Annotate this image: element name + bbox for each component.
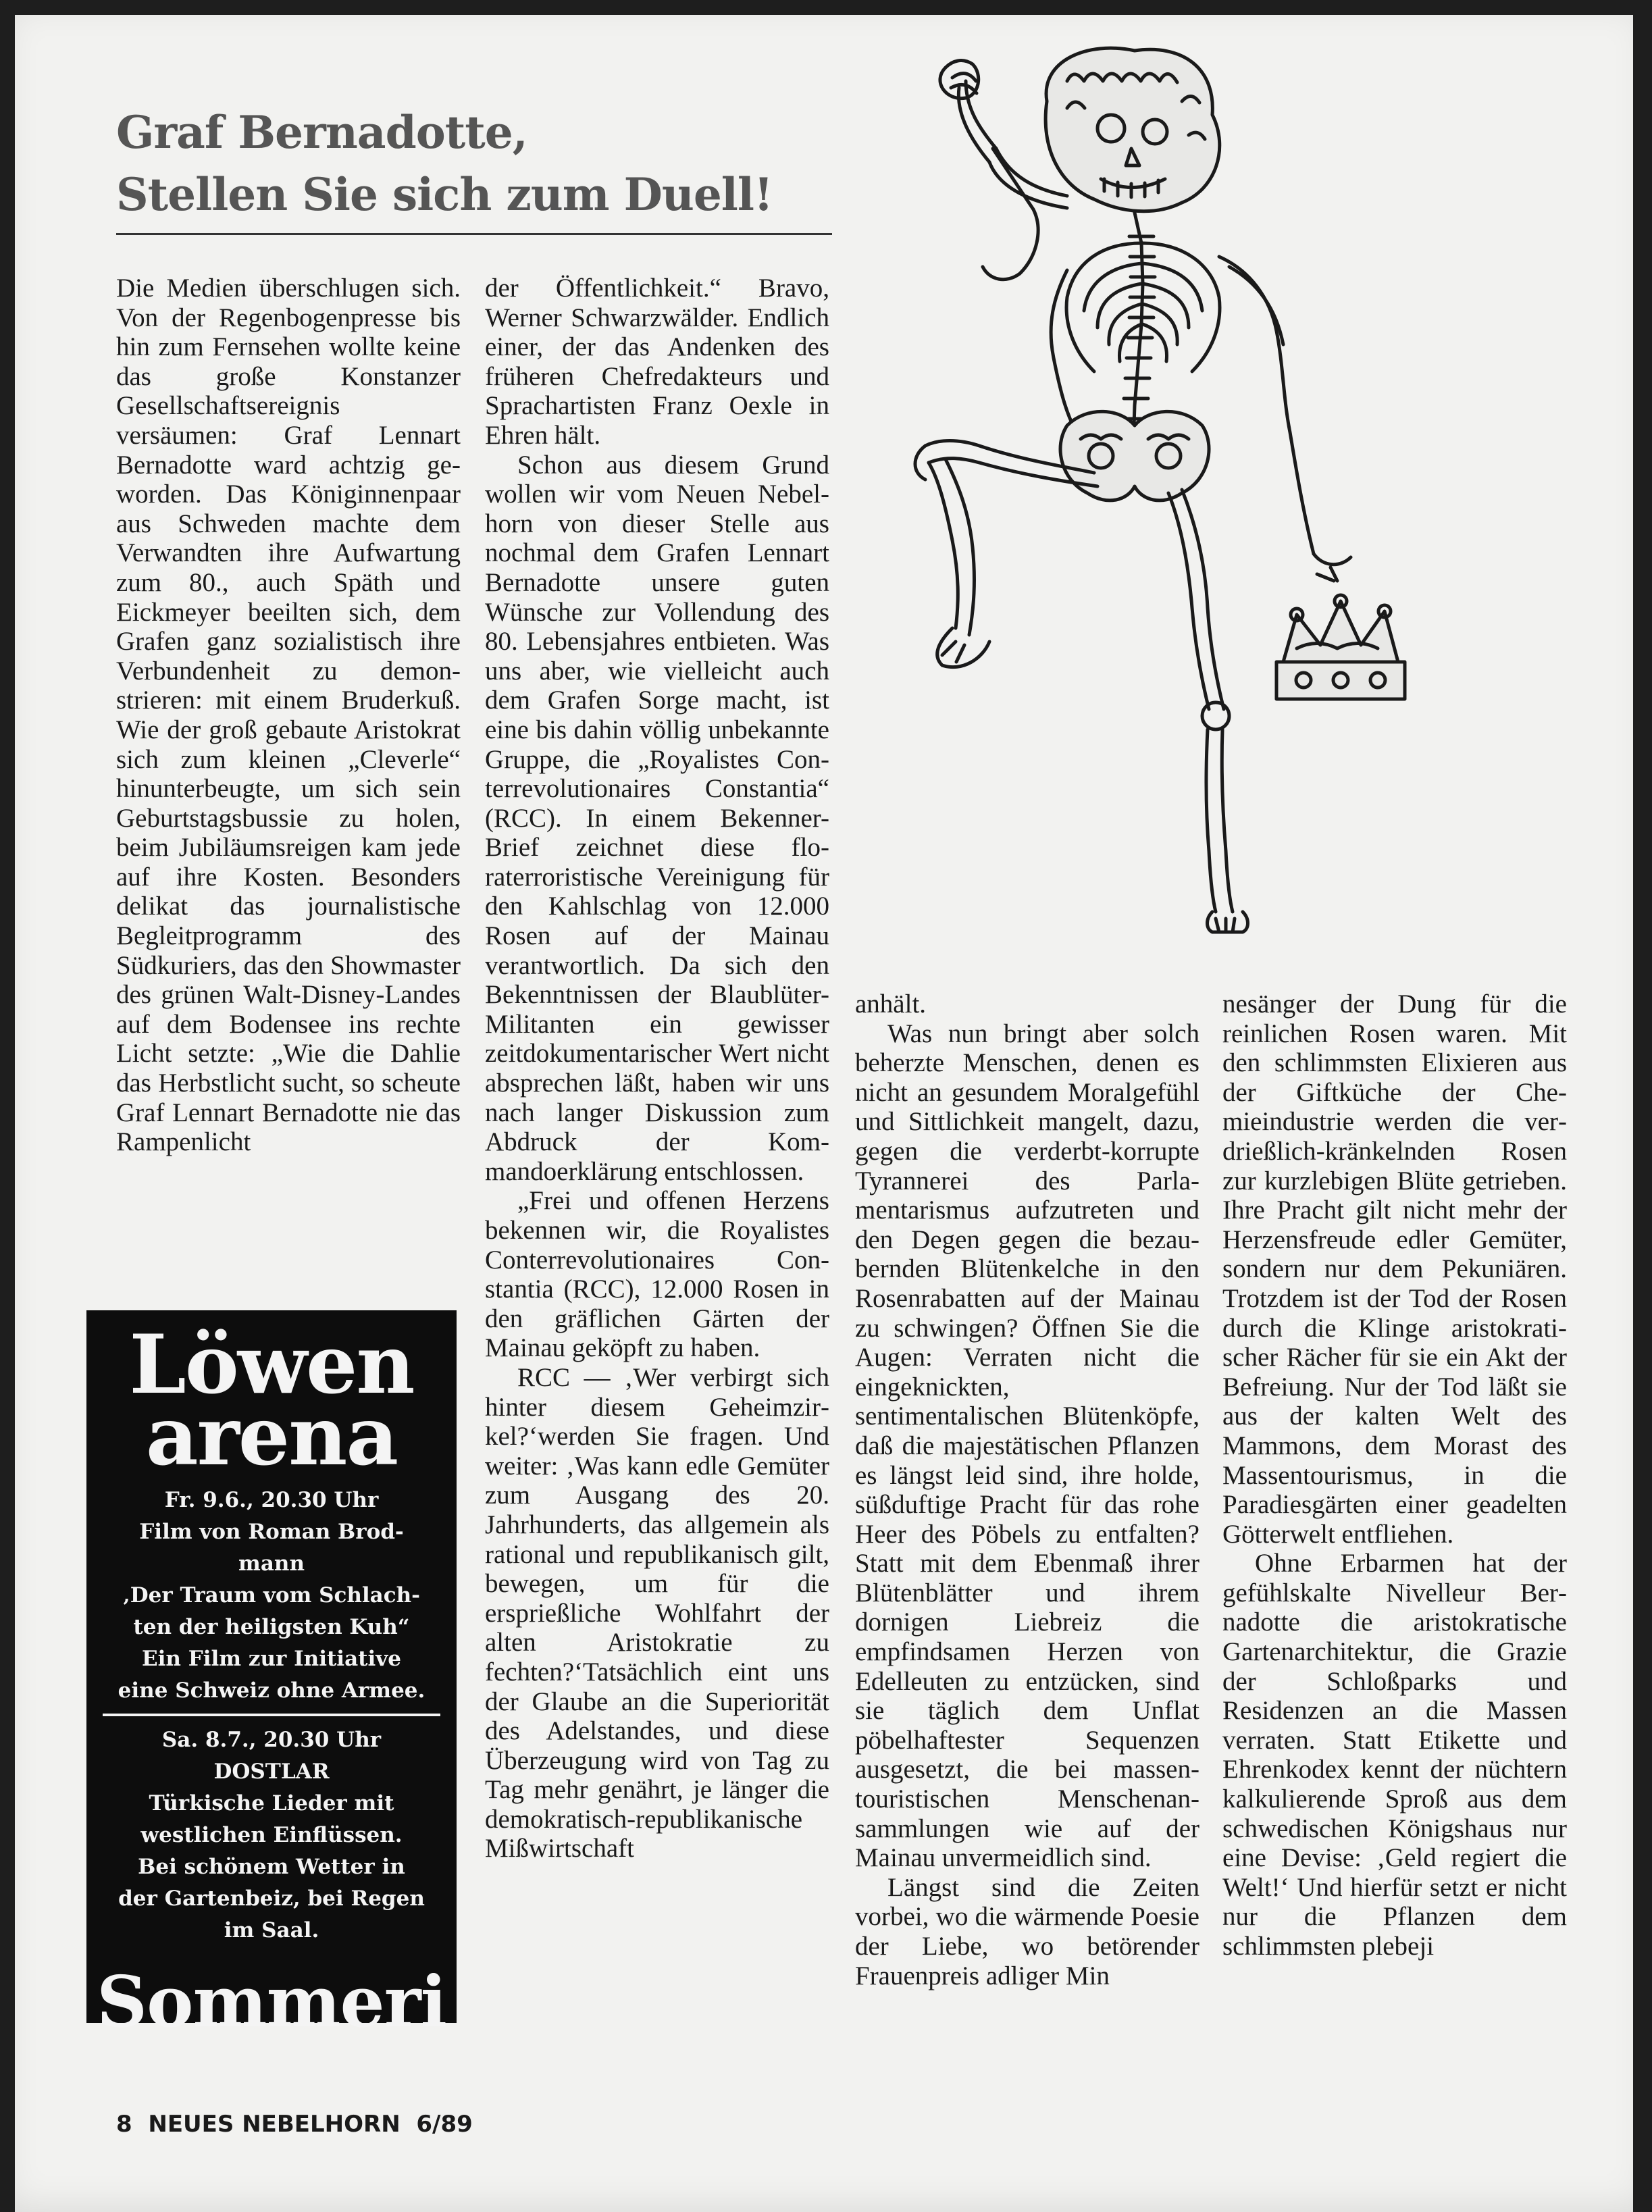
paragraph: Die Medien überschlugen sich. Von der Regenbogenpresse bis hin zum Fernsehen wollte keine das große Konstanzer Gesellschaftsereignis versäumen: Graf Lennart Bernadotte ward achtzig geworden. Das Königinnenpaar aus Schweden machte dem Verwandten ihre Aufwartung zum 80., auch Späth und Eickmeyer beeilten sich, dem Grafen ganz sozialistisch ihre Verbundenheit zu demonstrieren: mit einem Bruderkuß. Wie der groß gebaute Aristokrat sich zum kleinen „Cleverle“ hinunterbeugte, um sich sein Geburtstagsbussie zu holen, beim Jubiläumsreigen kam jede auf ihre Kosten. Besonders delikat das journalistische Begleitprogramm des Südkuriers, das den Showmaster des grünen Walt-Disney-Landes auf dem Bodensee ins rechte Licht setzte: „Wie die Dahlie das Herbstlicht sucht, so scheute Graf Lennart Bernadotte nie das Rampenlicht: [116, 274, 461, 1157]
issue-number: 6/89: [416, 2111, 473, 2138]
ad-line: DOSTLAR: [213, 1759, 330, 1784]
ad-line: westlichen Einflüssen.: [140, 1823, 403, 1847]
paragraph: „Frei und offenen Herzens bekennen wir, die Royalistes Conterrevolutionaires Constantia (RCC), 12.000 Rosen in den gräflichen Gärten der Mainau geköpft zu haben.: [485, 1186, 829, 1363]
page-edge-right: [1633, 0, 1652, 2212]
ad-line: ten der heiligsten Kuh“: [133, 1615, 410, 1639]
paragraph: Schon aus diesem Grund wollen wir vom Neuen Nebelhorn von dieser Stelle aus nochmal dem Grafen Lennart Bernadotte unsere guten Wünsche zur Vollendung des 80. Lebensjahres entbieten. Was uns aber, wie vielleicht auch dem Grafen Sorge macht, ist eine bis dahin völlig unbekannte Gruppe, die „Royalistes Conterrevolutionaires Constantia“ (RCC). In einem Bekenner-Brief zeichnet diese floraterroristische Vereinigung für den Kahlschlag von 12.000 Rosen auf der Mainau verantwortlich. Da sich den Bekenntnissen der Blaublüter-Militanten ein gewisser zeitdokumentarischer Wert nicht absprechen läßt, haben wir uns nach langer Diskussion zum Abdruck der Kommandoerklärung entschlossen.: [485, 450, 829, 1186]
paragraph: der Öffentlichkeit.“ Bravo, Werner Schwarzwälder. Endlich einer, der das Andenken des früheren Chefredakteurs und Sprachartisten Franz Oexle in Ehren hält.: [485, 274, 829, 450]
ad-event-1: [86, 1485, 457, 1707]
ad-divider: [103, 1714, 440, 1716]
ad-bottom-title: Sommeri: [96, 1960, 447, 2043]
article-column-1: [116, 274, 461, 1157]
ad-line: Fr. 9.6., 20.30 Uhr: [164, 1488, 379, 1512]
paragraph: Ohne Erbarmen hat der gefühlskalte Nivelleur Bernadotte die aristokratische Gartenarchitektur, die Grazie der Schloßparks und Residenzen an die Massen verraten. Statt Etikette und Ehrenkodex kennt der nüchtern kalkulierende Sproß aus dem schwedischen Königshaus nur eine Devise: ‚Geld regiert die Welt!‘ Und hierfür setzt er nicht nur die Pflanzen dem schlimmsten plebeji: [1222, 1549, 1567, 1961]
ad-line: der Gartenbeiz, bei Regen: [118, 1886, 425, 1911]
ad-title-line-1: Löwen: [129, 1317, 414, 1412]
paragraph: anhält.: [855, 989, 927, 1019]
ad-line: Türkische Lieder mit: [149, 1791, 394, 1816]
article-headline: [116, 101, 825, 226]
article-column-4: [1222, 989, 1567, 1961]
ad-title: [86, 1317, 457, 1484]
magazine-name: NEUES NEBELHORN: [148, 2111, 401, 2138]
ad-line: eine Schweiz ohne Armee.: [118, 1678, 425, 1703]
headline-rule: [116, 233, 832, 235]
ad-line: ‚Der Traum vom Schlach-: [122, 1583, 421, 1607]
paragraph: Was nun bringt aber solch beherzte Menschen, denen es nicht an gesundem Moralgefühl und Sittlichkeit mangelt, dazu, gegen die verderbt-korrupte Tyrannerei des Parlamentarismus aufzutreten und den Degen gegen die bezaubernden Blütenkelche in den Rosenrabatten auf der Mainau zu schwingen? Öffnen Sie die Augen: Verraten nicht die eingeknickten, sentimentalischen Blütenköpfe, daß die majestätischen Pflanzen es längst leid sind, ihre holde, süßduftige Pracht für das rohe Heer des Pöbels zu entfalten? Statt mit dem Ebenmaß ihrer Blütenblätter und ihrem dornigen Liebreiz die empfindsamen Herzen von Edelleuten zu entzücken, sind sie täglich dem Unflat pöbelhaftester Sequenzen ausgesetzt, die bei massentouristischen Menschenansammlungen wie auf der Mainau unvermeidlich sind.: [855, 1019, 1199, 1873]
loewenarena-advertisement: [86, 1310, 457, 2043]
ad-line: Ein Film zur Initiative: [142, 1647, 401, 1671]
ad-line: Bei schönem Wetter in: [138, 1855, 405, 1879]
page-edge-top: [0, 0, 1652, 15]
paragraph: RCC — ‚Wer verbirgt sich hinter diesem Geheimzirkel?‘werden Sie fragen. Und weiter: ‚Was kann edle Gemüter zum Ausgang des 20. Jahrhunderts, das allgemein als rational und republikanisch gilt, bewegen, um für die ersprießliche Wohlfahrt der alten Aristokratie zu fechten?‘Tatsächlich eint uns der Glaube an die Superiorität des Adelstandes, und diese Überzeugung wird von Tag zu Tag mehr genährt, je länger die demokratisch-republikanische Mißwirtschaft: [485, 1362, 829, 1863]
paragraph: Längst sind die Zeiten vorbei, wo die wärmende Poesie der Liebe, wo betörender Frauenpreis adliger Min: [855, 1872, 1199, 1990]
article-column-2: [485, 274, 829, 1863]
paragraph: nesänger der Dung für die reinlichen Rosen waren. Mit den schlimmsten Elixieren aus der Giftküche der Chemieindustrie werden die verdrießlich-kränkelnden Rosen zur kurzlebigen Blüte getrieben. Ihre Pracht gilt nicht mehr der Herzensfreude edler Gemüter, sondern nur dem Pekuniären. Trotzdem ist der Tod der Rosen durch die Klinge aristokratischer Rächer für sie ein Akt der Befreiung. Nur der Tod läßt sie aus der kalten Welt des Mammons, dem Morast des Massentourismus, in die Paradiesgärten einer geadelten Götterwelt entfliehen.: [1222, 989, 1567, 1549]
ad-line: mann: [238, 1551, 305, 1576]
skeleton-with-crown-icon: [864, 41, 1607, 939]
ad-event-2: [86, 1724, 457, 1947]
headline-line-2: Stellen Sie sich zum Duell!: [116, 168, 773, 221]
ad-line: Sa. 8.7., 20.30 Uhr: [161, 1728, 382, 1752]
ad-line: im Saal.: [224, 1918, 319, 1943]
page-footer: [116, 2111, 473, 2138]
article-column-3: [855, 989, 1199, 1990]
headline-line-1: Graf Bernadotte,: [116, 106, 527, 159]
ad-line: Film von Roman Brod-: [139, 1520, 404, 1544]
page-number: 8: [116, 2111, 132, 2138]
page-edge-left: [0, 0, 15, 2212]
ad-title-line-2: arena: [145, 1389, 398, 1484]
